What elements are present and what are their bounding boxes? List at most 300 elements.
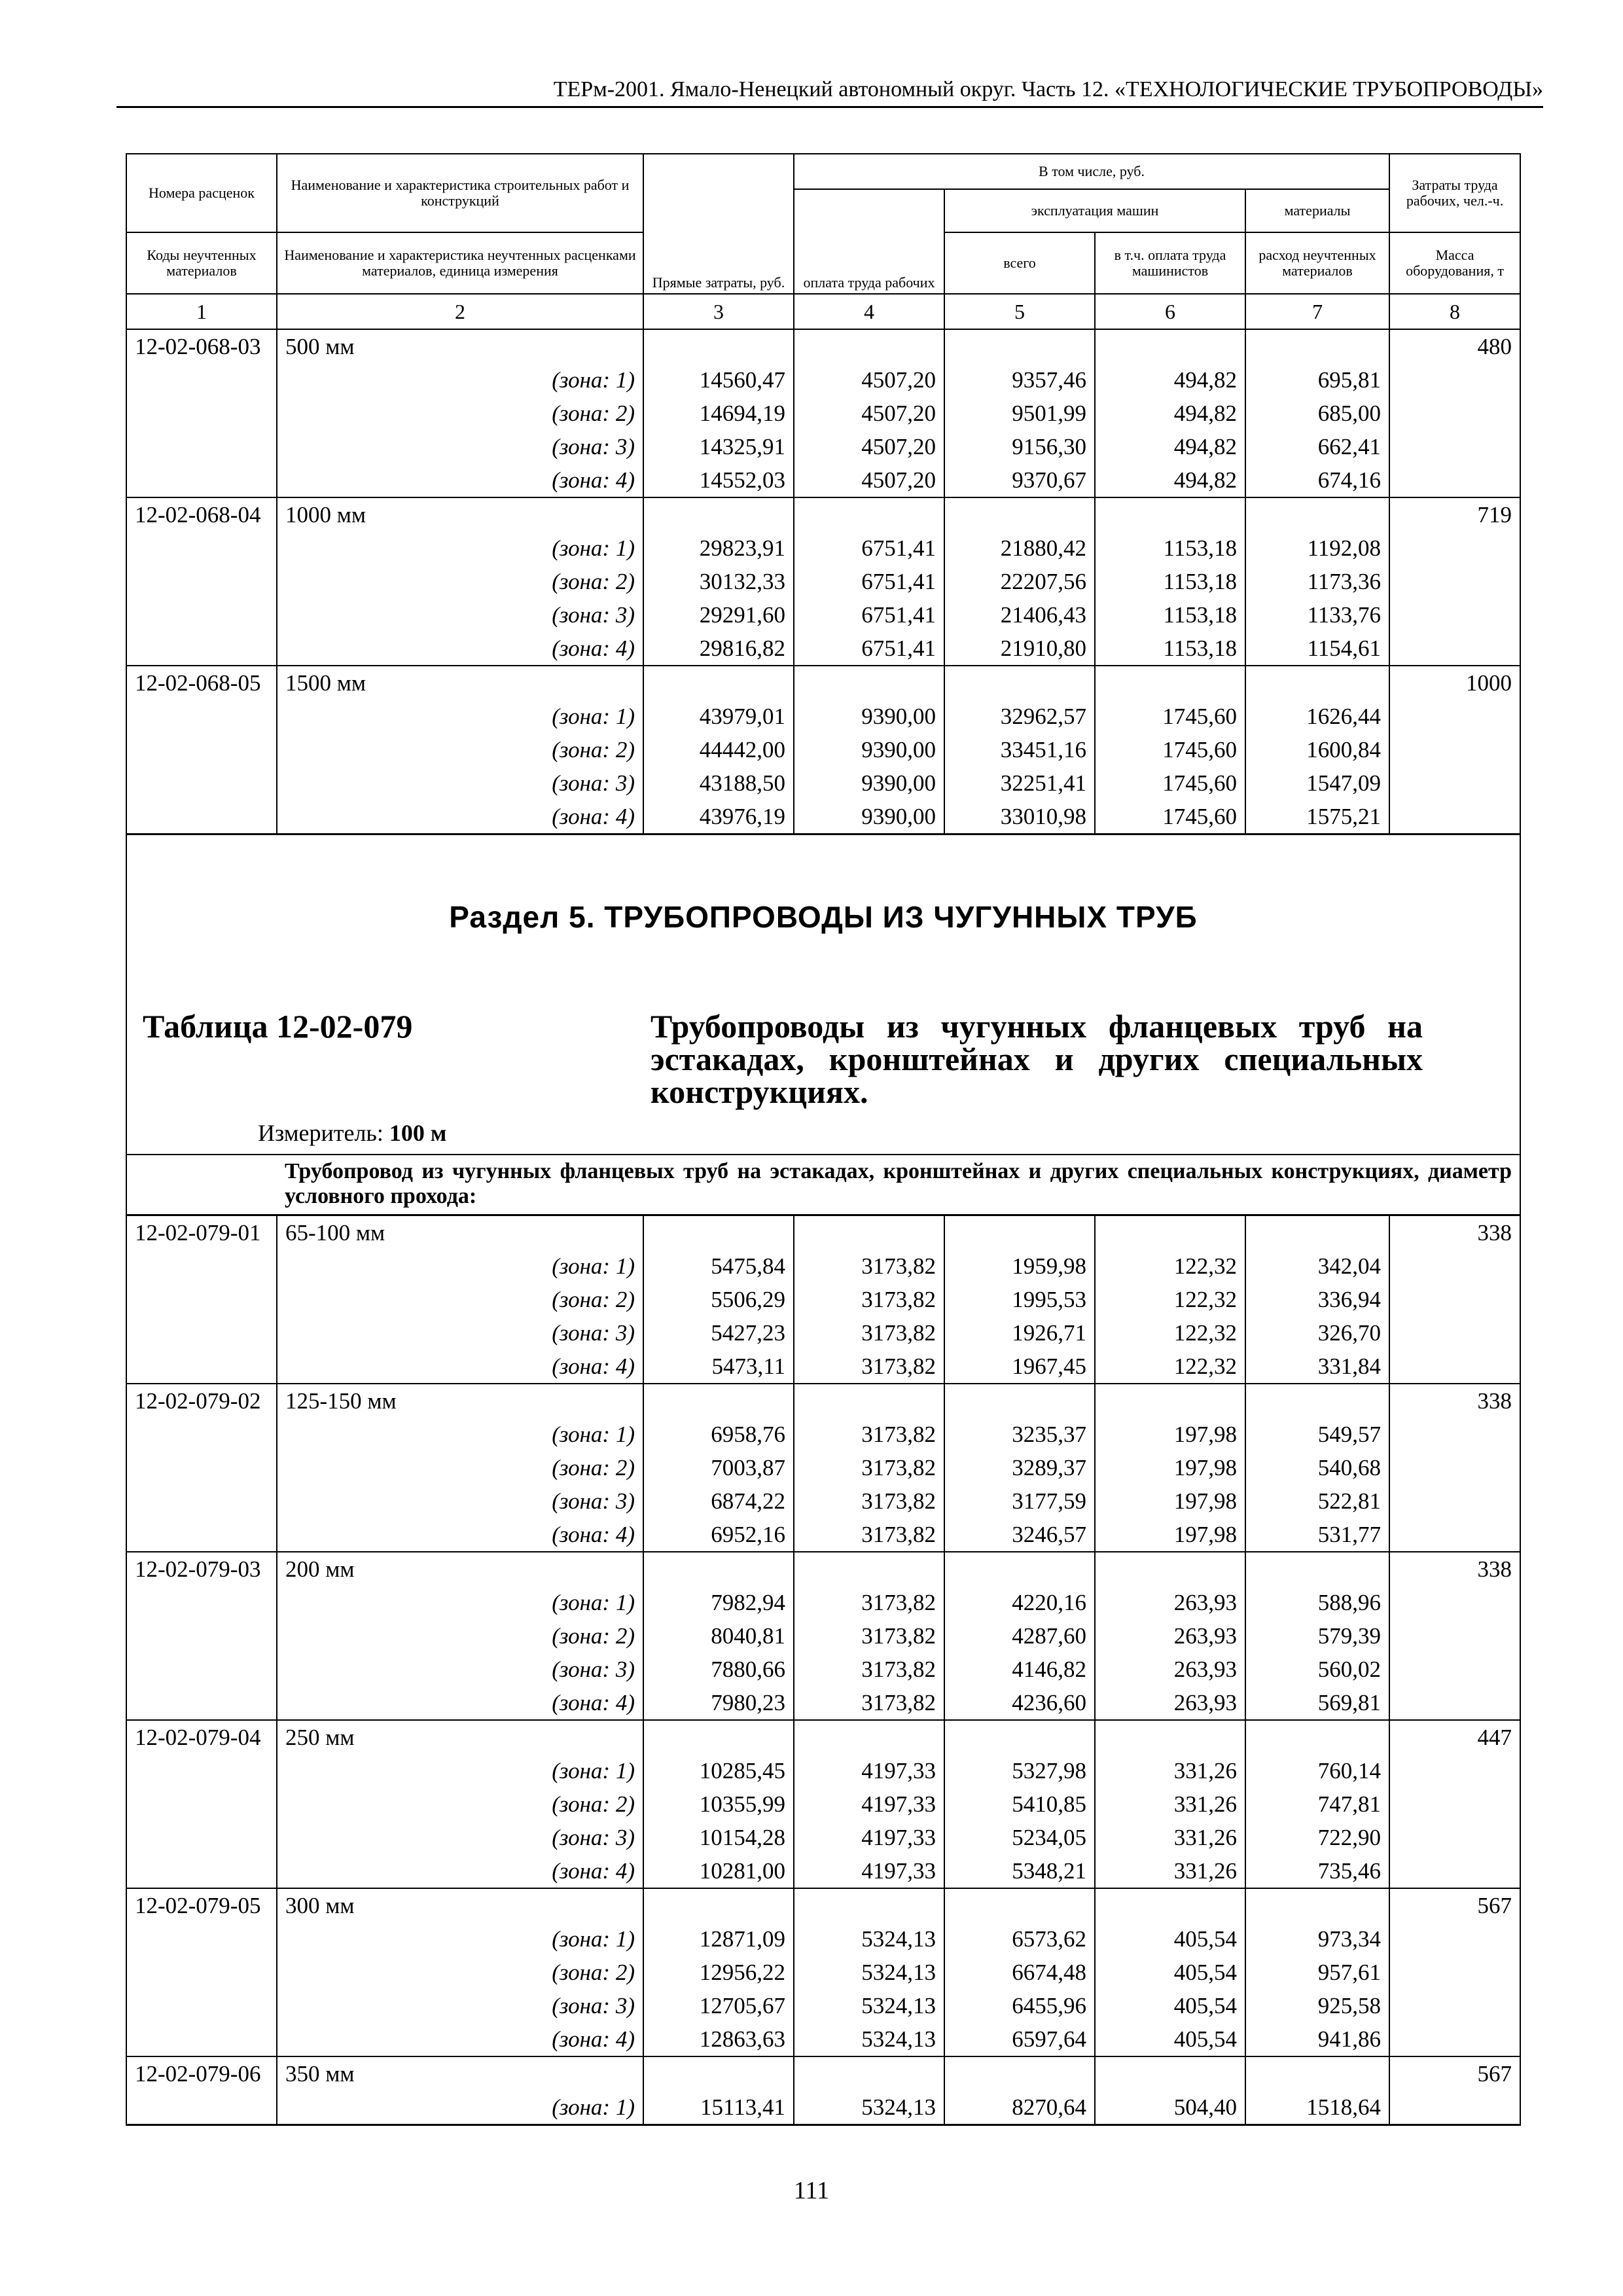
empty-cell <box>1389 1484 1520 1518</box>
empty-cell <box>1389 363 1520 397</box>
machines-total: 9501,99 <box>944 397 1095 430</box>
labor-pay: 3173,82 <box>794 1484 944 1518</box>
zone-row <box>126 598 1520 632</box>
table-header <box>126 154 1520 329</box>
empty-cell <box>1389 531 1520 565</box>
labor-cost: 338 <box>1389 1215 1520 1250</box>
materials: 1192,08 <box>1245 531 1389 565</box>
zone-label: (зона: 1) <box>277 1754 643 1787</box>
empty-cell <box>643 1384 794 1418</box>
labor-pay: 4197,33 <box>794 1754 944 1787</box>
empty-cell <box>794 329 944 363</box>
rate-code: 12-02-079-06 <box>126 2056 277 2090</box>
empty-cell <box>1389 1956 1520 1989</box>
direct-cost: 7980,23 <box>643 1686 794 1720</box>
empty-cell <box>1389 1989 1520 2022</box>
labor-pay: 6751,41 <box>794 632 944 666</box>
direct-cost: 5427,23 <box>643 1316 794 1350</box>
empty-cell <box>1389 1821 1520 1854</box>
materials: 331,84 <box>1245 1350 1389 1384</box>
materials: 957,61 <box>1245 1956 1389 1989</box>
empty-cell <box>1245 1720 1389 1754</box>
direct-cost: 12705,67 <box>643 1989 794 2022</box>
empty-cell <box>1389 1686 1520 1720</box>
table-row <box>126 666 1520 700</box>
materials: 326,70 <box>1245 1316 1389 1350</box>
materials: 722,90 <box>1245 1821 1389 1854</box>
machines-total: 1926,71 <box>944 1316 1095 1350</box>
empty-cell <box>794 1552 944 1586</box>
labor-pay: 3173,82 <box>794 1619 944 1653</box>
empty-cell <box>1245 2056 1389 2090</box>
labor-pay: 4507,20 <box>794 397 944 430</box>
col-code-bottom: Коды неучтенных материалов <box>126 232 277 294</box>
machines-operators: 122,32 <box>1095 1350 1245 1384</box>
empty-cell <box>1389 1518 1520 1552</box>
table-body-part-1 <box>126 329 1520 834</box>
direct-cost: 12863,63 <box>643 2022 794 2056</box>
machines-operators: 122,32 <box>1095 1249 1245 1283</box>
labor-cost: 338 <box>1389 1552 1520 1586</box>
empty-cell <box>1095 1720 1245 1754</box>
machines-total: 6597,64 <box>944 2022 1095 2056</box>
col-machines-total: всего <box>944 232 1095 294</box>
machines-operators: 197,98 <box>1095 1484 1245 1518</box>
empty-cell <box>1389 565 1520 598</box>
zone-row <box>126 2090 1520 2125</box>
page-number: 111 <box>793 2177 830 2204</box>
machines-total: 21880,42 <box>944 531 1095 565</box>
zone-label: (зона: 1) <box>277 1249 643 1283</box>
rate-code: 12-02-068-05 <box>126 666 277 700</box>
table-row <box>126 1888 1520 1922</box>
zone-row <box>126 463 1520 497</box>
machines-operators: 1153,18 <box>1095 565 1245 598</box>
direct-cost: 29291,60 <box>643 598 794 632</box>
empty-cell <box>126 1754 277 1787</box>
empty-cell <box>126 1283 277 1316</box>
direct-cost: 29816,82 <box>643 632 794 666</box>
empty-cell <box>126 598 277 632</box>
labor-pay: 3173,82 <box>794 1350 944 1384</box>
zone-label: (зона: 2) <box>277 733 643 766</box>
work-name: 250 мм <box>277 1720 643 1754</box>
zone-label: (зона: 3) <box>277 430 643 463</box>
machines-operators: 331,26 <box>1095 1787 1245 1821</box>
machines-operators: 494,82 <box>1095 363 1245 397</box>
col-name-top: Наименование и характеристика строительных работ и конструкций <box>277 154 643 232</box>
labor-pay: 3173,82 <box>794 1283 944 1316</box>
empty-cell <box>1095 666 1245 700</box>
materials: 549,57 <box>1245 1418 1389 1451</box>
direct-cost: 6952,16 <box>643 1518 794 1552</box>
empty-cell <box>1389 1249 1520 1283</box>
machines-operators: 197,98 <box>1095 1518 1245 1552</box>
direct-cost: 43188,50 <box>643 766 794 800</box>
zone-label: (зона: 3) <box>277 766 643 800</box>
work-name: 65-100 мм <box>277 1215 643 1250</box>
empty-cell <box>126 1821 277 1854</box>
empty-cell <box>126 1316 277 1350</box>
empty-cell <box>126 1922 277 1956</box>
direct-cost: 7003,87 <box>643 1451 794 1484</box>
column-numbers-row <box>126 294 1520 329</box>
machines-operators: 331,26 <box>1095 1854 1245 1888</box>
empty-cell <box>944 329 1095 363</box>
materials: 522,81 <box>1245 1484 1389 1518</box>
col-incl: В том числе, руб. <box>794 154 1389 189</box>
materials: 662,41 <box>1245 430 1389 463</box>
empty-cell <box>944 1384 1095 1418</box>
group-description: Трубопровод из чугунных фланцевых труб на эстакадах, кронштейнах и других специальных конструкциях, диаметр условного прохода: <box>285 1159 1512 1208</box>
empty-cell <box>126 430 277 463</box>
materials: 685,00 <box>1245 397 1389 430</box>
direct-cost: 10154,28 <box>643 1821 794 1854</box>
zone-row <box>126 766 1520 800</box>
table-row <box>126 497 1520 531</box>
zone-row <box>126 1350 1520 1384</box>
zone-row <box>126 1787 1520 1821</box>
measure-unit <box>258 1117 446 1150</box>
labor-pay: 9390,00 <box>794 733 944 766</box>
rate-code: 12-02-068-04 <box>126 497 277 531</box>
machines-operators: 263,93 <box>1095 1619 1245 1653</box>
zone-row <box>126 1754 1520 1787</box>
labor-cost: 567 <box>1389 2056 1520 2090</box>
machines-operators: 1745,60 <box>1095 766 1245 800</box>
empty-cell <box>1245 1215 1389 1250</box>
col-direct: Прямые затраты, руб. <box>643 154 794 294</box>
zone-row <box>126 1283 1520 1316</box>
zone-label: (зона: 2) <box>277 565 643 598</box>
zone-row <box>126 632 1520 666</box>
rate-code: 12-02-079-05 <box>126 1888 277 1922</box>
labor-pay: 4197,33 <box>794 1821 944 1854</box>
empty-cell <box>1389 430 1520 463</box>
empty-cell <box>794 1888 944 1922</box>
zone-row <box>126 1653 1520 1686</box>
zone-label: (зона: 2) <box>277 1787 643 1821</box>
machines-operators: 197,98 <box>1095 1451 1245 1484</box>
col-number: 5 <box>944 294 1095 329</box>
direct-cost: 12871,09 <box>643 1922 794 1956</box>
empty-cell <box>944 497 1095 531</box>
machines-operators: 1745,60 <box>1095 800 1245 834</box>
empty-cell <box>1389 733 1520 766</box>
table-row <box>126 329 1520 363</box>
machines-total: 9156,30 <box>944 430 1095 463</box>
machines-operators: 263,93 <box>1095 1586 1245 1619</box>
zone-row <box>126 1418 1520 1451</box>
direct-cost: 10281,00 <box>643 1854 794 1888</box>
labor-pay: 4507,20 <box>794 463 944 497</box>
zone-row <box>126 1686 1520 1720</box>
zone-label: (зона: 4) <box>277 800 643 834</box>
machines-total: 5234,05 <box>944 1821 1095 1854</box>
labor-cost: 567 <box>1389 1888 1520 1922</box>
machines-total: 5410,85 <box>944 1787 1095 1821</box>
machines-operators: 331,26 <box>1095 1754 1245 1787</box>
empty-cell <box>1389 1787 1520 1821</box>
empty-cell <box>1245 1552 1389 1586</box>
zone-label: (зона: 4) <box>277 1854 643 1888</box>
materials: 1547,09 <box>1245 766 1389 800</box>
machines-total: 33451,16 <box>944 733 1095 766</box>
zone-row <box>126 1922 1520 1956</box>
empty-cell <box>1389 1754 1520 1787</box>
empty-cell <box>126 1787 277 1821</box>
empty-cell <box>794 1215 944 1250</box>
zone-label: (зона: 4) <box>277 463 643 497</box>
machines-total: 32962,57 <box>944 700 1095 733</box>
col-number: 8 <box>1389 294 1520 329</box>
machines-total: 1967,45 <box>944 1350 1095 1384</box>
work-name: 200 мм <box>277 1552 643 1586</box>
direct-cost: 7880,66 <box>643 1653 794 1686</box>
zone-label: (зона: 2) <box>277 1619 643 1653</box>
materials: 1133,76 <box>1245 598 1389 632</box>
direct-cost: 14560,47 <box>643 363 794 397</box>
empty-cell <box>1389 1653 1520 1686</box>
empty-cell <box>794 1720 944 1754</box>
materials: 941,86 <box>1245 2022 1389 2056</box>
labor-pay: 5324,13 <box>794 1922 944 1956</box>
empty-cell <box>126 632 277 666</box>
machines-operators: 263,93 <box>1095 1653 1245 1686</box>
labor-cost: 338 <box>1389 1384 1520 1418</box>
empty-cell <box>1245 1888 1389 1922</box>
empty-cell <box>126 1586 277 1619</box>
col-number: 6 <box>1095 294 1245 329</box>
machines-operators: 197,98 <box>1095 1418 1245 1451</box>
work-name: 300 мм <box>277 1888 643 1922</box>
direct-cost: 5506,29 <box>643 1283 794 1316</box>
materials: 336,94 <box>1245 1283 1389 1316</box>
empty-cell <box>126 1956 277 1989</box>
zone-row <box>126 531 1520 565</box>
rate-code: 12-02-079-01 <box>126 1215 277 1250</box>
zone-row <box>126 397 1520 430</box>
zone-row <box>126 1451 1520 1484</box>
machines-operators: 494,82 <box>1095 430 1245 463</box>
labor-pay: 4507,20 <box>794 363 944 397</box>
labor-pay: 4197,33 <box>794 1854 944 1888</box>
materials: 1154,61 <box>1245 632 1389 666</box>
col-number: 4 <box>794 294 944 329</box>
zone-label: (зона: 3) <box>277 1989 643 2022</box>
zone-row <box>126 1956 1520 1989</box>
empty-cell <box>126 1653 277 1686</box>
machines-total: 1959,98 <box>944 1249 1095 1283</box>
zone-row <box>126 1249 1520 1283</box>
labor-pay: 6751,41 <box>794 598 944 632</box>
empty-cell <box>794 1384 944 1418</box>
zone-label: (зона: 3) <box>277 1484 643 1518</box>
work-name: 500 мм <box>277 329 643 363</box>
zone-row <box>126 1586 1520 1619</box>
machines-total: 3235,37 <box>944 1418 1095 1451</box>
materials: 973,34 <box>1245 1922 1389 1956</box>
rates-table <box>126 153 1521 2126</box>
zone-row <box>126 565 1520 598</box>
labor-pay: 5324,13 <box>794 1989 944 2022</box>
empty-cell <box>1389 1619 1520 1653</box>
machines-total: 5327,98 <box>944 1754 1095 1787</box>
empty-cell <box>126 800 277 834</box>
col-materials-unaccounted: расход неучтенных материалов <box>1245 232 1389 294</box>
machines-total: 9357,46 <box>944 363 1095 397</box>
direct-cost: 6874,22 <box>643 1484 794 1518</box>
materials: 1600,84 <box>1245 733 1389 766</box>
empty-cell <box>1245 666 1389 700</box>
labor-pay: 3173,82 <box>794 1518 944 1552</box>
direct-cost: 5475,84 <box>643 1249 794 1283</box>
machines-total: 5348,21 <box>944 1854 1095 1888</box>
machines-operators: 405,54 <box>1095 1922 1245 1956</box>
zone-label: (зона: 1) <box>277 2090 643 2125</box>
direct-cost: 7982,94 <box>643 1586 794 1619</box>
page-header: ТЕРм-2001. Ямало-Ненецкий автономный округ. Часть 12. «ТЕХНОЛОГИЧЕСКИЕ ТРУБОПРОВОДЫ» <box>553 77 1543 101</box>
labor-pay: 5324,13 <box>794 2090 944 2125</box>
machines-operators: 122,32 <box>1095 1316 1245 1350</box>
empty-cell <box>643 2056 794 2090</box>
rate-code: 12-02-068-03 <box>126 329 277 363</box>
machines-operators: 1153,18 <box>1095 632 1245 666</box>
machines-operators: 1153,18 <box>1095 598 1245 632</box>
empty-cell <box>944 1720 1095 1754</box>
empty-cell <box>126 1518 277 1552</box>
empty-cell <box>1389 2022 1520 2056</box>
col-equipment-mass: Масса оборудования, т <box>1389 232 1520 294</box>
labor-pay: 5324,13 <box>794 2022 944 2056</box>
col-number: 1 <box>126 294 277 329</box>
machines-total: 32251,41 <box>944 766 1095 800</box>
machines-operators: 494,82 <box>1095 463 1245 497</box>
empty-cell <box>126 397 277 430</box>
empty-cell <box>1389 800 1520 834</box>
direct-cost: 15113,41 <box>643 2090 794 2125</box>
empty-cell <box>643 666 794 700</box>
direct-cost: 30132,33 <box>643 565 794 598</box>
zone-row <box>126 1989 1520 2022</box>
labor-pay: 4507,20 <box>794 430 944 463</box>
materials: 674,16 <box>1245 463 1389 497</box>
zone-label: (зона: 3) <box>277 1316 643 1350</box>
empty-cell <box>1389 1854 1520 1888</box>
zone-row <box>126 700 1520 733</box>
rate-code: 12-02-079-03 <box>126 1552 277 1586</box>
zone-label: (зона: 2) <box>277 397 643 430</box>
labor-cost: 480 <box>1389 329 1520 363</box>
labor-cost: 719 <box>1389 497 1520 531</box>
machines-total: 4220,16 <box>944 1586 1095 1619</box>
machines-total: 6674,48 <box>944 1956 1095 1989</box>
empty-cell <box>126 2090 277 2125</box>
materials: 531,77 <box>1245 1518 1389 1552</box>
direct-cost: 8040,81 <box>643 1619 794 1653</box>
empty-cell <box>126 1484 277 1518</box>
machines-total: 4287,60 <box>944 1619 1095 1653</box>
col-materials: материалы <box>1245 189 1389 232</box>
table-row <box>126 1384 1520 1418</box>
empty-cell <box>1389 1922 1520 1956</box>
empty-cell <box>944 666 1095 700</box>
zone-row <box>126 800 1520 834</box>
empty-cell <box>126 1350 277 1384</box>
materials: 588,96 <box>1245 1586 1389 1619</box>
materials: 540,68 <box>1245 1451 1389 1484</box>
empty-cell <box>1389 1350 1520 1384</box>
direct-cost: 10355,99 <box>643 1787 794 1821</box>
machines-total: 21910,80 <box>944 632 1095 666</box>
section-title: Раздел 5. ТРУБОПРОВОДЫ ИЗ ЧУГУННЫХ ТРУБ <box>449 900 1198 934</box>
labor-pay: 6751,41 <box>794 531 944 565</box>
empty-cell <box>944 1888 1095 1922</box>
empty-cell <box>944 1552 1095 1586</box>
labor-pay: 3173,82 <box>794 1653 944 1686</box>
empty-cell <box>126 363 277 397</box>
empty-cell <box>126 565 277 598</box>
work-name: 350 мм <box>277 2056 643 2090</box>
machines-total: 1995,53 <box>944 1283 1095 1316</box>
zone-label: (зона: 1) <box>277 363 643 397</box>
empty-cell <box>126 463 277 497</box>
col-labor-cost: Затраты труда рабочих, чел.-ч. <box>1389 154 1520 232</box>
machines-total: 4236,60 <box>944 1686 1095 1720</box>
zone-label: (зона: 2) <box>277 1956 643 1989</box>
machines-total: 3177,59 <box>944 1484 1095 1518</box>
empty-cell <box>643 1720 794 1754</box>
col-number: 2 <box>277 294 643 329</box>
direct-cost: 6958,76 <box>643 1418 794 1451</box>
zone-row <box>126 2022 1520 2056</box>
zone-label: (зона: 1) <box>277 1922 643 1956</box>
machines-total: 21406,43 <box>944 598 1095 632</box>
materials: 695,81 <box>1245 363 1389 397</box>
header-rule <box>116 106 1543 108</box>
empty-cell <box>1389 1451 1520 1484</box>
direct-cost: 12956,22 <box>643 1956 794 1989</box>
empty-cell <box>794 497 944 531</box>
zone-label: (зона: 3) <box>277 1821 643 1854</box>
labor-cost: 447 <box>1389 1720 1520 1754</box>
table-row <box>126 1215 1520 1250</box>
zone-label: (зона: 4) <box>277 632 643 666</box>
zone-label: (зона: 2) <box>277 1283 643 1316</box>
empty-cell <box>794 666 944 700</box>
labor-pay: 3173,82 <box>794 1249 944 1283</box>
empty-cell <box>794 2056 944 2090</box>
machines-operators: 494,82 <box>1095 397 1245 430</box>
materials: 342,04 <box>1245 1249 1389 1283</box>
empty-cell <box>126 531 277 565</box>
direct-cost: 14694,19 <box>643 397 794 430</box>
labor-pay: 6751,41 <box>794 565 944 598</box>
section-block <box>126 834 1520 1215</box>
empty-cell <box>126 1418 277 1451</box>
rate-code: 12-02-079-04 <box>126 1720 277 1754</box>
zone-row <box>126 430 1520 463</box>
table-row <box>126 1552 1520 1586</box>
direct-cost: 14552,03 <box>643 463 794 497</box>
empty-cell <box>1389 598 1520 632</box>
machines-operators: 331,26 <box>1095 1821 1245 1854</box>
col-name-bottom: Наименование и характеристика неучтенных расценками материалов, единица измерения <box>277 232 643 294</box>
materials: 925,58 <box>1245 1989 1389 2022</box>
materials: 1173,36 <box>1245 565 1389 598</box>
labor-cost: 1000 <box>1389 666 1520 700</box>
materials: 560,02 <box>1245 1653 1389 1686</box>
